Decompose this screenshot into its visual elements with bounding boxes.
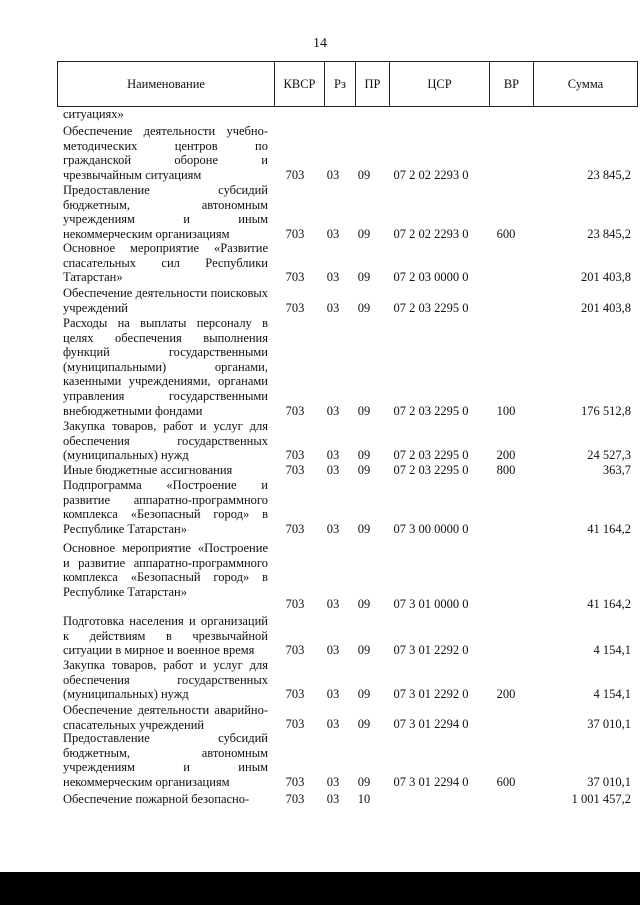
row-pr: 09 (357, 687, 371, 701)
row-kvsr: 703 (285, 404, 305, 418)
row-kvsr: 703 (285, 270, 305, 284)
row-sum: 4 154,1 (593, 643, 631, 657)
row-sum: 37 010,1 (587, 717, 631, 731)
row-pr: 09 (357, 643, 371, 657)
row-kvsr: 703 (285, 227, 305, 241)
row-name: Закупка товаров, работ и услуг для обеспечения государственных (муниципальных) нужд (63, 658, 268, 702)
header-rz: Рз (325, 62, 356, 107)
row-name: Закупка товаров, работ и услуг для обеспечения государственных (муниципальных) нужд (63, 419, 268, 463)
row-vr: 800 (496, 463, 516, 477)
row-name: Подпрограмма «Построение и развитие аппаратно-программного комплекса «Безопасный город» в Республике Татарстан» (63, 478, 268, 536)
row-sum: 41 164,2 (587, 597, 631, 611)
row-pr: 09 (357, 227, 371, 241)
row-name: Предоставление субсидий бюджетным, автономным учреждениям и иным некоммерческим организациям (63, 183, 268, 241)
row-kvsr: 703 (285, 301, 305, 315)
row-rz: 03 (326, 270, 340, 284)
row-rz: 03 (326, 463, 340, 477)
row-pr: 09 (357, 717, 371, 731)
row-name: Обеспечение пожарной безопасно- (63, 792, 250, 806)
row-sum: 23 845,2 (587, 227, 631, 241)
row-csr: 07 2 03 2295 0 (393, 301, 469, 315)
row-csr: 07 2 03 2295 0 (393, 404, 469, 418)
header-csr: ЦСР (390, 62, 490, 107)
row-pr: 09 (357, 404, 371, 418)
row-kvsr: 703 (285, 168, 305, 182)
header-name: Наименование (58, 62, 275, 107)
row-sum: 363,7 (602, 463, 631, 477)
row-vr: 600 (496, 775, 516, 789)
row-name: Обеспечение деятельности учебно-методических центров по гражданской обороне и чрезвычайным ситуациям (63, 124, 268, 182)
row-csr: 07 3 01 0000 0 (393, 597, 469, 611)
row-rz: 03 (326, 792, 340, 806)
header-vr: ВР (490, 62, 534, 107)
row-sum: 37 010,1 (587, 775, 631, 789)
header-sum: Сумма (534, 62, 638, 107)
row-rz: 03 (326, 168, 340, 182)
row-sum: 176 512,8 (581, 404, 631, 418)
row-name: Подготовка населения и организаций к действиям в чрезвычайной ситуации в мирное и военное время (63, 614, 268, 658)
row-csr: 07 3 01 2292 0 (393, 643, 469, 657)
row-pr: 09 (357, 168, 371, 182)
row-name: ситуациях» (63, 107, 124, 121)
row-sum: 23 845,2 (587, 168, 631, 182)
table-header (57, 61, 638, 107)
row-pr: 10 (357, 792, 371, 806)
row-sum: 1 001 457,2 (571, 792, 631, 806)
row-rz: 03 (326, 448, 340, 462)
row-pr: 09 (357, 463, 371, 477)
row-rz: 03 (326, 597, 340, 611)
row-name: Обеспечение деятельности поисковых учреждений (63, 286, 268, 315)
row-kvsr: 703 (285, 643, 305, 657)
row-rz: 03 (326, 687, 340, 701)
header-pr: ПР (356, 62, 390, 107)
row-kvsr: 703 (285, 792, 305, 806)
row-rz: 03 (326, 227, 340, 241)
row-rz: 03 (326, 775, 340, 789)
row-csr: 07 2 03 2295 0 (393, 448, 469, 462)
row-kvsr: 703 (285, 463, 305, 477)
row-pr: 09 (357, 597, 371, 611)
row-name: Предоставление субсидий бюджетным, автономным учреждениям и иным некоммерческим организациям (63, 731, 268, 789)
row-kvsr: 703 (285, 448, 305, 462)
row-kvsr: 703 (285, 717, 305, 731)
row-csr: 07 2 02 2293 0 (393, 168, 469, 182)
row-rz: 03 (326, 404, 340, 418)
scan-bottom-edge (0, 872, 640, 905)
row-vr: 100 (496, 404, 516, 418)
row-csr: 07 2 03 0000 0 (393, 270, 469, 284)
row-vr: 600 (496, 227, 516, 241)
row-sum: 201 403,8 (581, 301, 631, 315)
row-sum: 4 154,1 (593, 687, 631, 701)
row-sum: 41 164,2 (587, 522, 631, 536)
header-kvsr: КВСР (275, 62, 325, 107)
row-pr: 09 (357, 270, 371, 284)
row-rz: 03 (326, 301, 340, 315)
row-kvsr: 703 (285, 775, 305, 789)
row-rz: 03 (326, 717, 340, 731)
row-sum: 24 527,3 (587, 448, 631, 462)
row-name: Иные бюджетные ассигнования (63, 463, 233, 477)
row-csr: 07 3 01 2294 0 (393, 717, 469, 731)
row-name: Основное мероприятие «Построение и развитие аппаратно-программного комплекса «Безопасный город» в Республике Татарстан» (63, 541, 268, 599)
row-rz: 03 (326, 522, 340, 536)
row-csr: 07 2 02 2293 0 (393, 227, 469, 241)
row-rz: 03 (326, 643, 340, 657)
page-number: 14 (313, 36, 327, 51)
row-kvsr: 703 (285, 597, 305, 611)
row-kvsr: 703 (285, 687, 305, 701)
row-csr: 07 3 00 0000 0 (393, 522, 469, 536)
row-csr: 07 3 01 2294 0 (393, 775, 469, 789)
row-name: Обеспечение деятельности аварийно-спасательных учреждений (63, 703, 268, 732)
row-csr: 07 2 03 2295 0 (393, 463, 469, 477)
row-pr: 09 (357, 775, 371, 789)
row-pr: 09 (357, 301, 371, 315)
row-kvsr: 703 (285, 522, 305, 536)
row-name: Основное мероприятие «Развитие спасательных сил Республики Татарстан» (63, 241, 268, 285)
row-csr: 07 3 01 2292 0 (393, 687, 469, 701)
row-sum: 201 403,8 (581, 270, 631, 284)
row-pr: 09 (357, 522, 371, 536)
row-vr: 200 (496, 448, 516, 462)
row-pr: 09 (357, 448, 371, 462)
row-vr: 200 (496, 687, 516, 701)
row-name: Расходы на выплаты персоналу в целях обеспечения выполнения функций государственными (муниципальными) органами, казенными учреждениями, органами управления государственными внебюджетными фондами (63, 316, 268, 418)
